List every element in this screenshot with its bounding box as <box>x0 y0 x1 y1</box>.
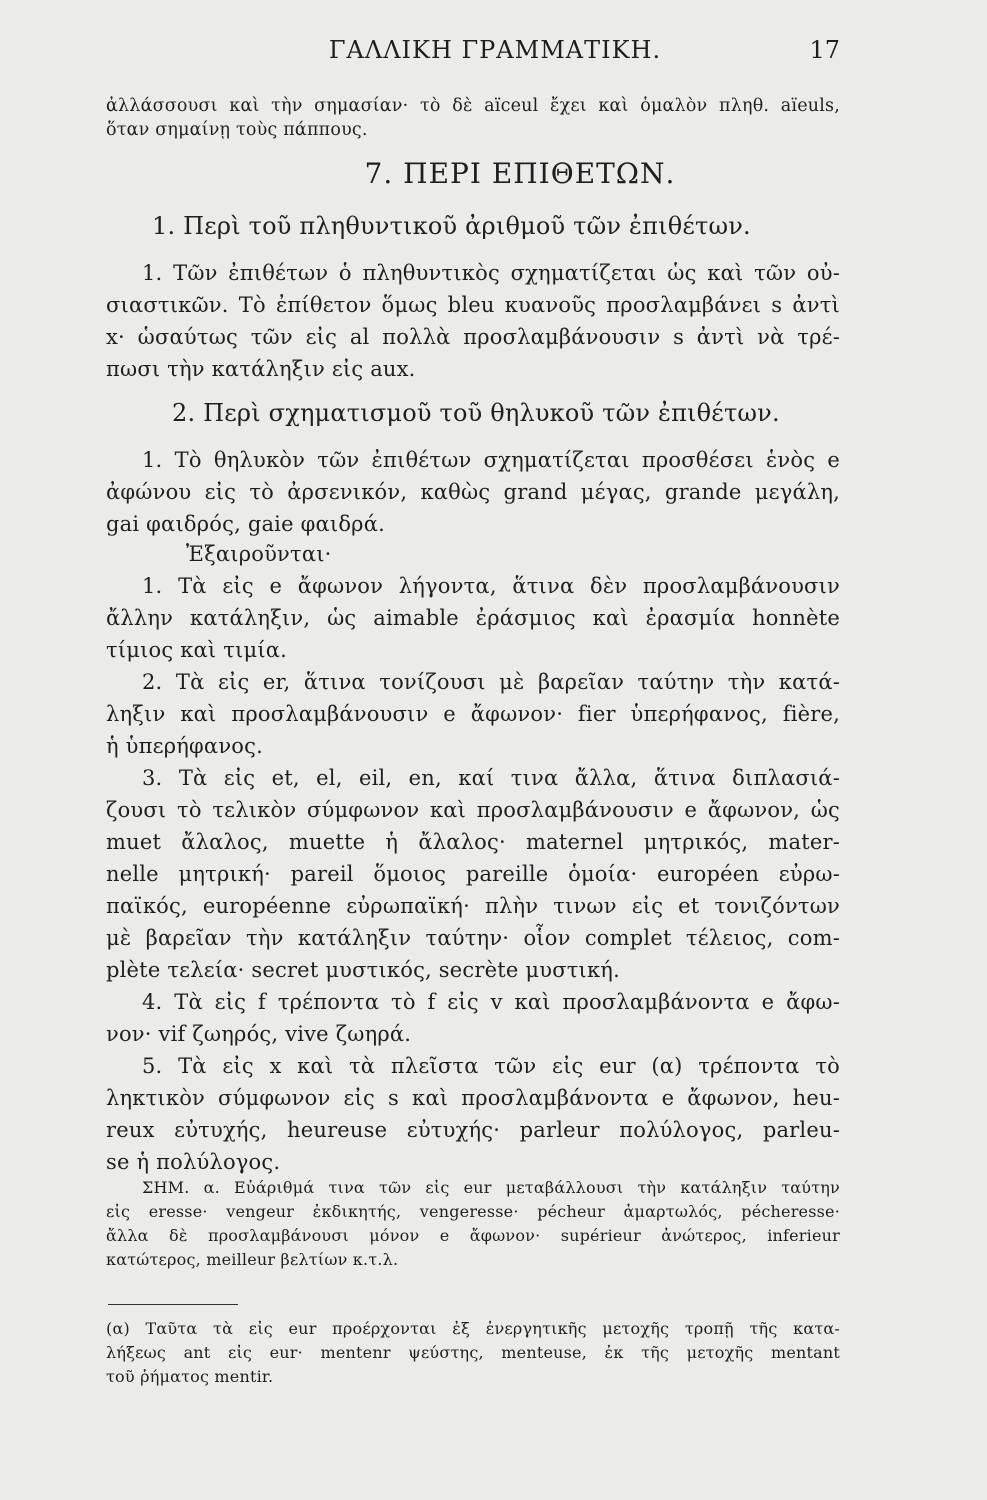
body-line: ζουσι τὸ τελικὸν σύμφωνον καὶ προσλαμβάνουσιν e ἄφωνον, ὡς <box>106 798 840 822</box>
intro-line: ὅταν σημαίνῃ τοὺς πάππους. <box>106 120 368 140</box>
body-line: nelle μητρική· pareil ὅμοιος pareille ὁμοία· européen εὐρω- <box>106 862 840 886</box>
body-line: 1. Τὰ εἰς e ἄφωνον λήγοντα, ἅτινα δὲν προσλαμβάνουσιν <box>142 574 840 598</box>
note-line: ἄλλα δὲ προσλαμβάνουσι μόνον e ἄφωνον· supérieur ἀνώτερος, inferieur <box>106 1226 840 1245</box>
footnote-line: (α) Ταῦτα τὰ εἰς eur προέρχονται ἐξ ἐνεργητικῆς μετοχῆς τροπῇ τῆς κατα- <box>106 1319 840 1338</box>
footnote-line: τοῦ ῥήματος mentir. <box>106 1367 274 1386</box>
body-line: ἀφώνου εἰς τὸ ἀρσενικόν, καθὼς grand μέγας, grande μεγάλη, <box>106 480 840 504</box>
body-line: πωσι τὴν κατάληξιν εἰς aux. <box>106 357 416 381</box>
running-header-title: ΓΑΛΛΙΚΗ ΓΡΑΜΜΑΤΙΚΗ. <box>328 36 662 64</box>
footnote-line: λήξεως ant εἰς eur· mentenr ψεύστης, menteuse, ἐκ τῆς μετοχῆς mentant <box>106 1343 840 1362</box>
body-line: se ἡ πολύλογος. <box>106 1150 281 1174</box>
footnote-rule <box>108 1304 238 1305</box>
intro-line: ἀλλάσσουσι καὶ τὴν σημασίαν· τὸ δὲ aïceul ἔχει καὶ ὁμαλὸν πληθ. aïeuls, <box>106 96 840 116</box>
note-line: ΣΗΜ. α. Εὐάριθμά τινα τῶν εἰς eur μεταβάλλουσι τὴν κατάληξιν ταύτην <box>142 1178 840 1197</box>
body-line: τίμιος καὶ τιμία. <box>106 638 288 662</box>
note-line: κατώτερος, meilleur βελτίων κ.τ.λ. <box>106 1250 399 1269</box>
page-number: 17 <box>809 36 840 64</box>
body-line: 3. Τὰ εἰς et, el, eil, en, καί τινα ἄλλα, ἅτινα διπλασιά- <box>142 766 840 790</box>
body-line: x· ὡσαύτως τῶν εἰς al πολλὰ προσλαμβάνουσιν s ἀντὶ νὰ τρέ- <box>106 325 840 349</box>
body-line: Ἐξαιροῦνται· <box>186 542 332 566</box>
section-heading: 1. Περὶ τοῦ πληθυντικοῦ ἀριθμοῦ τῶν ἐπιθέτων. <box>152 212 751 240</box>
body-line: ἡ ὑπερήφανος. <box>106 734 263 758</box>
body-line: ἄλλην κατάληξιν, ὡς aimable ἐράσμιος καὶ ἐρασμία honnète <box>106 606 840 630</box>
note-line: εἰς eresse· vengeur ἐκδικητής, vengeresse· pécheur ἁμαρτωλός, pécheresse· <box>106 1202 840 1221</box>
body-line: ληξιν καὶ προσλαμβάνουσιν e ἄφωνον· fier ὑπερήφανος, fière, <box>106 702 840 726</box>
body-line: gai φαιδρός, gaie φαιδρά. <box>106 512 385 536</box>
body-line: νον· vif ζωηρός, vive ζωηρά. <box>106 1022 412 1046</box>
body-line: σιαστικῶν. Τὸ ἐπίθετον ὅμως bleu κυανοῦς προσλαμβάνει s ἀντὶ <box>106 293 840 317</box>
section-heading: 2. Περὶ σχηματισμοῦ τοῦ θηλυκοῦ τῶν ἐπιθέτων. <box>172 399 780 427</box>
body-line: 2. Τὰ εἰς er, ἅτινα τονίζουσι μὲ βαρεῖαν ταύτην τὴν κατά- <box>142 670 840 694</box>
body-line: plète τελεία· secret μυστικός, secrète μυστική. <box>106 958 620 982</box>
chapter-title: 7. ΠΕΡΙ ΕΠΙΘΕΤΩΝ. <box>364 157 676 190</box>
body-line: 1. Τὸ θηλυκὸν τῶν ἐπιθέτων σχηματίζεται προσθέσει ἑνὸς e <box>142 448 840 472</box>
body-line: muet ἄλαλος, muette ἡ ἄλαλος· maternel μητρικός, mater- <box>106 830 840 854</box>
body-line: παϊκός, européenne εὐρωπαϊκή· πλὴν τινων εἰς et τονιζόντων <box>106 894 840 918</box>
body-line: ληκτικὸν σύμφωνον εἰς s καὶ προσλαμβάνοντα e ἄφωνον, heu- <box>106 1086 840 1110</box>
body-line: μὲ βαρεῖαν τὴν κατάληξιν ταύτην· οἷον complet τέλειος, com- <box>106 926 840 950</box>
body-line: reux εὐτυχής, heureuse εὐτυχής· parleur πολύλογος, parleu- <box>106 1118 840 1142</box>
body-line: 1. Τῶν ἐπιθέτων ὁ πληθυντικὸς σχηματίζεται ὡς καὶ τῶν οὐ- <box>142 261 840 285</box>
body-line: 4. Τὰ εἰς f τρέποντα τὸ f εἰς v καὶ προσλαμβάνοντα e ἄφω- <box>142 990 840 1014</box>
body-line: 5. Τὰ εἰς x καὶ τὰ πλεῖστα τῶν εἰς eur (α) τρέποντα τὸ <box>142 1054 840 1078</box>
